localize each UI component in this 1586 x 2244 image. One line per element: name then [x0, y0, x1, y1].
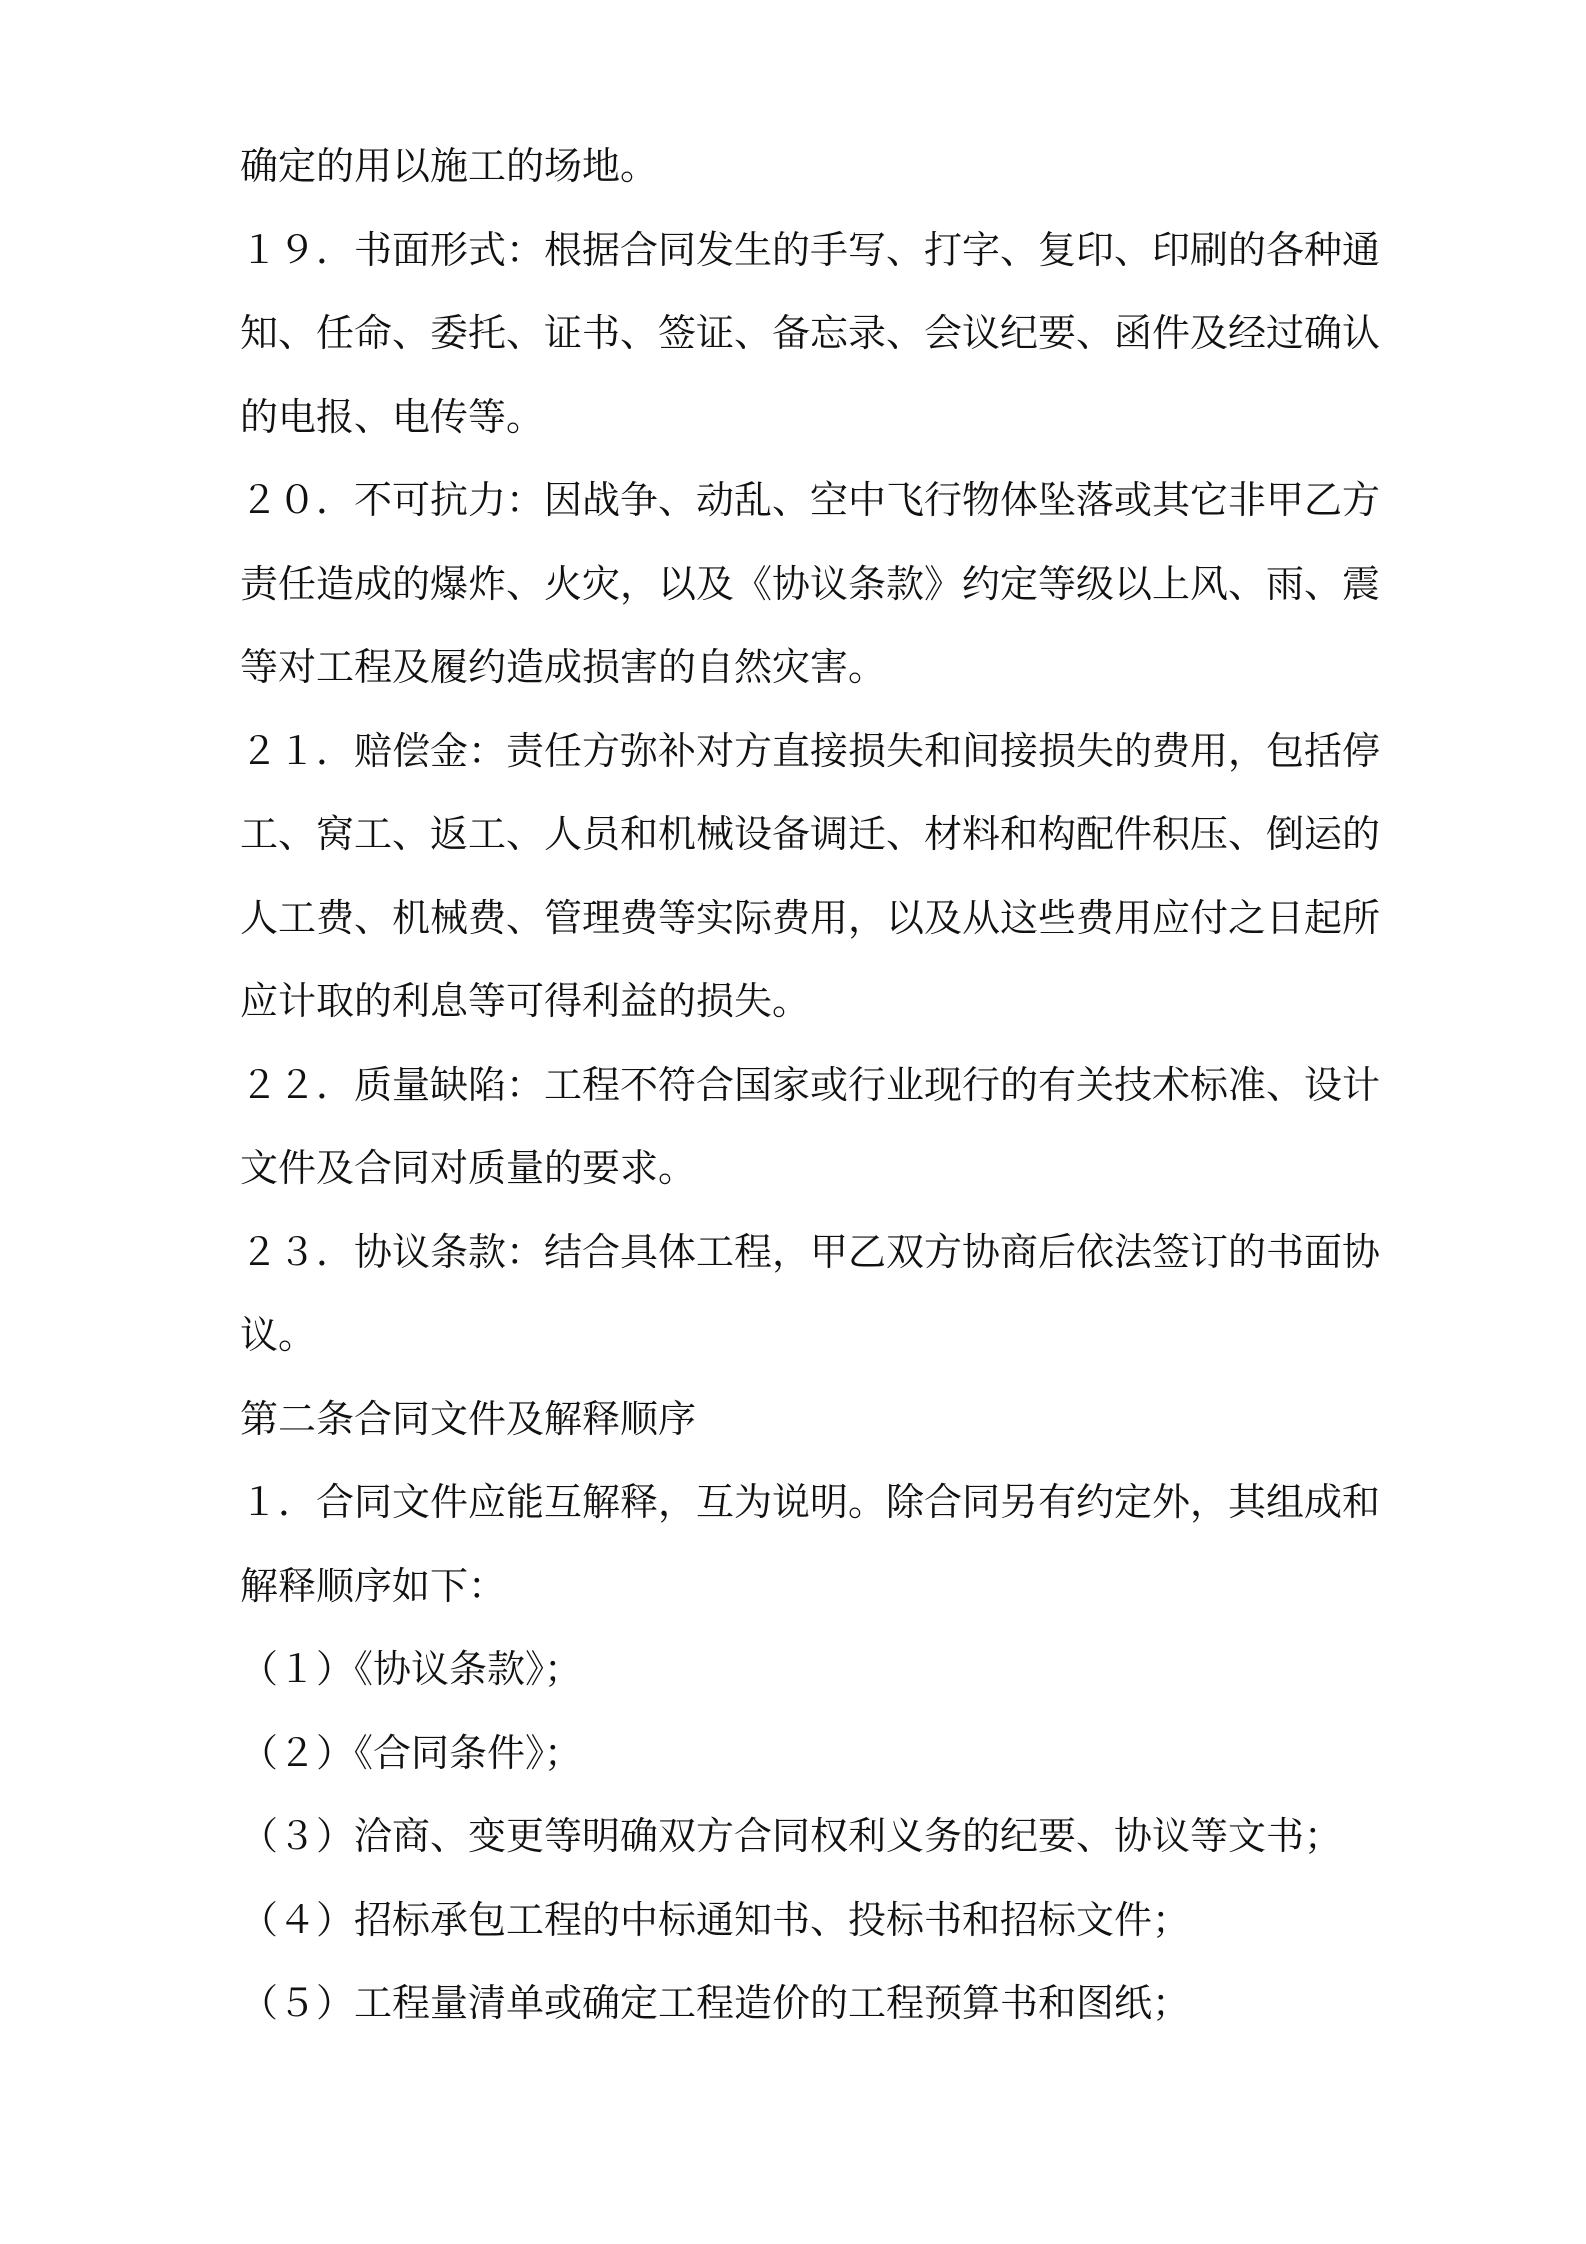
list-item: （１）《协议条款》； — [240, 1647, 583, 1691]
text-line: ２３．协议条款：结合具体工程，甲乙双方协商后依法签订的书面协 — [240, 1229, 1381, 1274]
text-line: 文件及合同对质量的要求。 — [240, 1146, 697, 1190]
contract-text — [240, 125, 1381, 2046]
text-line: 解释顺序如下： — [240, 1563, 507, 1608]
text-line: 等对工程及履约造成损害的自然灾害。 — [240, 645, 887, 689]
text-line: 责任造成的爆炸、火灾，以及《协议条款》约定等级以上风、雨、震 — [240, 561, 1381, 606]
text-line: 的电报、电传等。 — [240, 394, 545, 439]
text-line: 知、任命、委托、证书、签证、备忘录、会议纪要、函件及经过确认 — [240, 311, 1381, 355]
text-line: 议。 — [240, 1313, 317, 1357]
text-line: 人工费、机械费、管理费等实际费用，以及从这些费用应付之日起所 — [240, 895, 1381, 940]
text-line: 应计取的利息等可得利益的损失。 — [240, 979, 811, 1023]
text-line: 工、窝工、返工、人员和机械设备调迁、材料和构配件积压、倒运的 — [240, 812, 1381, 856]
text-line: １．合同文件应能互解释，互为说明。除合同另有约定外，其组成和 — [240, 1480, 1381, 1524]
list-item: （３）洽商、变更等明确双方合同权利义务的纪要、协议等文书； — [240, 1814, 1343, 1858]
text-line: ２２．质量缺陷：工程不符合国家或行业现行的有关技术标准、设计 — [240, 1062, 1381, 1107]
text-line: １９．书面形式：根据合同发生的手写、打字、复印、印刷的各种通 — [240, 227, 1381, 272]
list-item: （５）工程量清单或确定工程造价的工程预算书和图纸； — [240, 1981, 1191, 2025]
text-line: ２０．不可抗力：因战争、动乱、空中飞行物体坠落或其它非甲乙方 — [240, 478, 1381, 522]
list-item: （４）招标承包工程的中标通知书、投标书和招标文件； — [240, 1897, 1191, 1942]
text-line: 确定的用以施工的场地。 — [240, 144, 659, 188]
text-line: ２１．赔偿金：责任方弥补对方直接损失和间接损失的费用，包括停 — [240, 728, 1381, 773]
list-item: （２）《合同条件》； — [240, 1730, 583, 1775]
section-heading: 第二条合同文件及解释顺序 — [240, 1396, 697, 1441]
